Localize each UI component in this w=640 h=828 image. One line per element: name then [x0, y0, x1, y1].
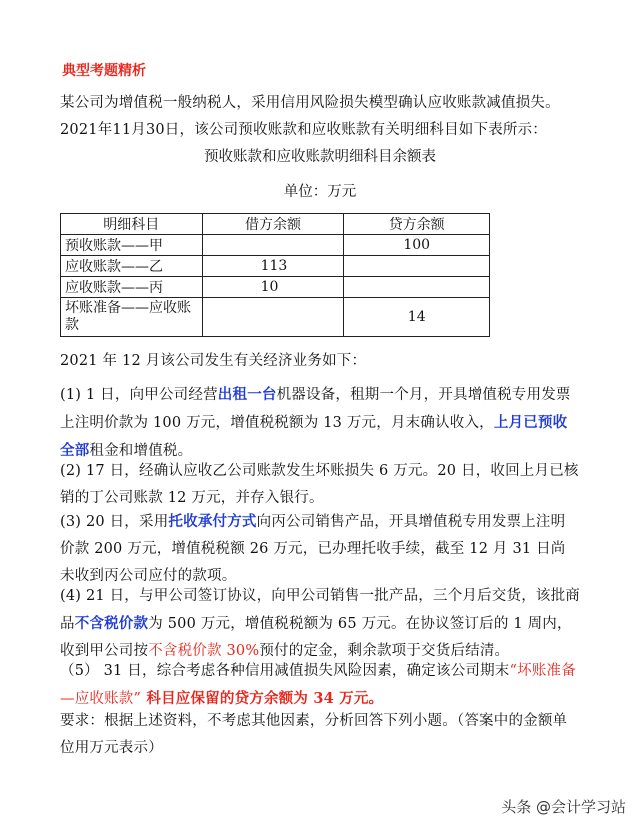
item-1-text-b: 机器设备，租期一个月，开具增值税专用发票上注明价款为 100 万元，增值税税额为 13 万元，月末确认收入，	[60, 387, 571, 431]
item-1-highlight-prepaid: 上月已预收全部	[60, 414, 568, 459]
cell-debit	[202, 235, 344, 256]
table-row	[61, 298, 490, 337]
item-1	[60, 381, 580, 465]
table-header-row	[61, 214, 490, 235]
unit-label: 单位：万元	[283, 184, 357, 200]
item-4-highlight-deposit: 不含税价款 30%	[148, 643, 260, 659]
section-heading: 典型考题精析	[62, 63, 146, 79]
item-3	[60, 508, 580, 590]
item-4	[60, 583, 580, 665]
cell-account: 预收账款——甲	[61, 235, 203, 256]
header-debit: 借方余额	[202, 214, 344, 235]
source-watermark: 头条 @会计学习站	[501, 798, 626, 816]
header-account: 明细科目	[61, 214, 203, 235]
item-2: (2) 17 日，经确认应收乙公司账款发生坏账损失 6 万元。20 日，收回上月已核销的丁公司账款 12 万元，并存入银行。	[60, 463, 579, 506]
item-3-text-b: 向丙公司销售产品，开具增值税专用发票上注明价款 200 万元，增值税税额 26 万元，已办理托收手续，截至 12 月 31 日尚未收到丙公司应付的款项。	[60, 514, 566, 584]
item-5	[60, 658, 580, 713]
table-row	[61, 256, 490, 277]
cell-credit: 14	[344, 298, 490, 337]
requirement-paragraph: 要求：根据上述资料，不考虑其他因素，分析回答下列小题。（答案中的金额单位用万元表示）	[60, 713, 568, 756]
cell-credit: 100	[344, 235, 490, 256]
intro-paragraph: 某公司为增值税一般纳税人，采用信用风险损失模型确认应收账款减值损失。2021年11月30日，该公司预收账款和应收账款有关明细科目如下表所示：	[60, 95, 560, 138]
december-intro: 2021 年 12 月该公司发生有关经济业务如下：	[60, 353, 367, 369]
cell-debit: 113	[202, 256, 344, 277]
header-credit: 贷方余额	[344, 214, 490, 235]
item-3-highlight-method: 托收承付方式	[168, 513, 257, 530]
item-1-text-a: (1) 1 日，向甲公司经营	[60, 387, 218, 403]
cell-account: 应收账款——乙	[61, 256, 203, 277]
item-3-text-a: (3) 20 日，采用	[60, 514, 169, 530]
cell-debit	[202, 298, 344, 337]
table-row	[61, 277, 490, 298]
item-4-text-b: 为 500 万元，增值税税额为 65 万元。在协议签订后的 1 周内，收到甲公司按	[60, 616, 572, 659]
balance-table	[60, 213, 490, 337]
cell-credit	[344, 277, 490, 298]
item-5-text-a: （5） 31 日，综合考虑各种信用减值损失风险因素，确定该公司期末	[60, 663, 510, 679]
item-5-highlight-account: “坏账准备—应收账款”	[60, 663, 576, 707]
item-1-text-c: 租金和增值税。	[89, 443, 193, 459]
table-title: 预收账款和应收账款明细科目余额表	[204, 149, 436, 165]
item-1-highlight-lease: 出租一台	[217, 386, 277, 403]
cell-credit	[344, 256, 490, 277]
cell-account: 坏账准备——应收账款	[61, 298, 203, 337]
cell-debit: 10	[202, 277, 344, 298]
item-4-text-a: (4) 21 日，与甲公司签订协议，向甲公司销售一批产品，三个月后交货，该批商品	[60, 588, 581, 632]
cell-account: 应收账款——丙	[61, 277, 203, 298]
table-row	[61, 235, 490, 256]
item-5-highlight-balance: 科目应保留的贷方余额为 34 万元。	[141, 690, 384, 707]
item-4-text-c: 预付的定金，剩余款项于交货后结清。	[259, 643, 510, 659]
item-4-highlight-price: 不含税价款	[74, 615, 149, 632]
